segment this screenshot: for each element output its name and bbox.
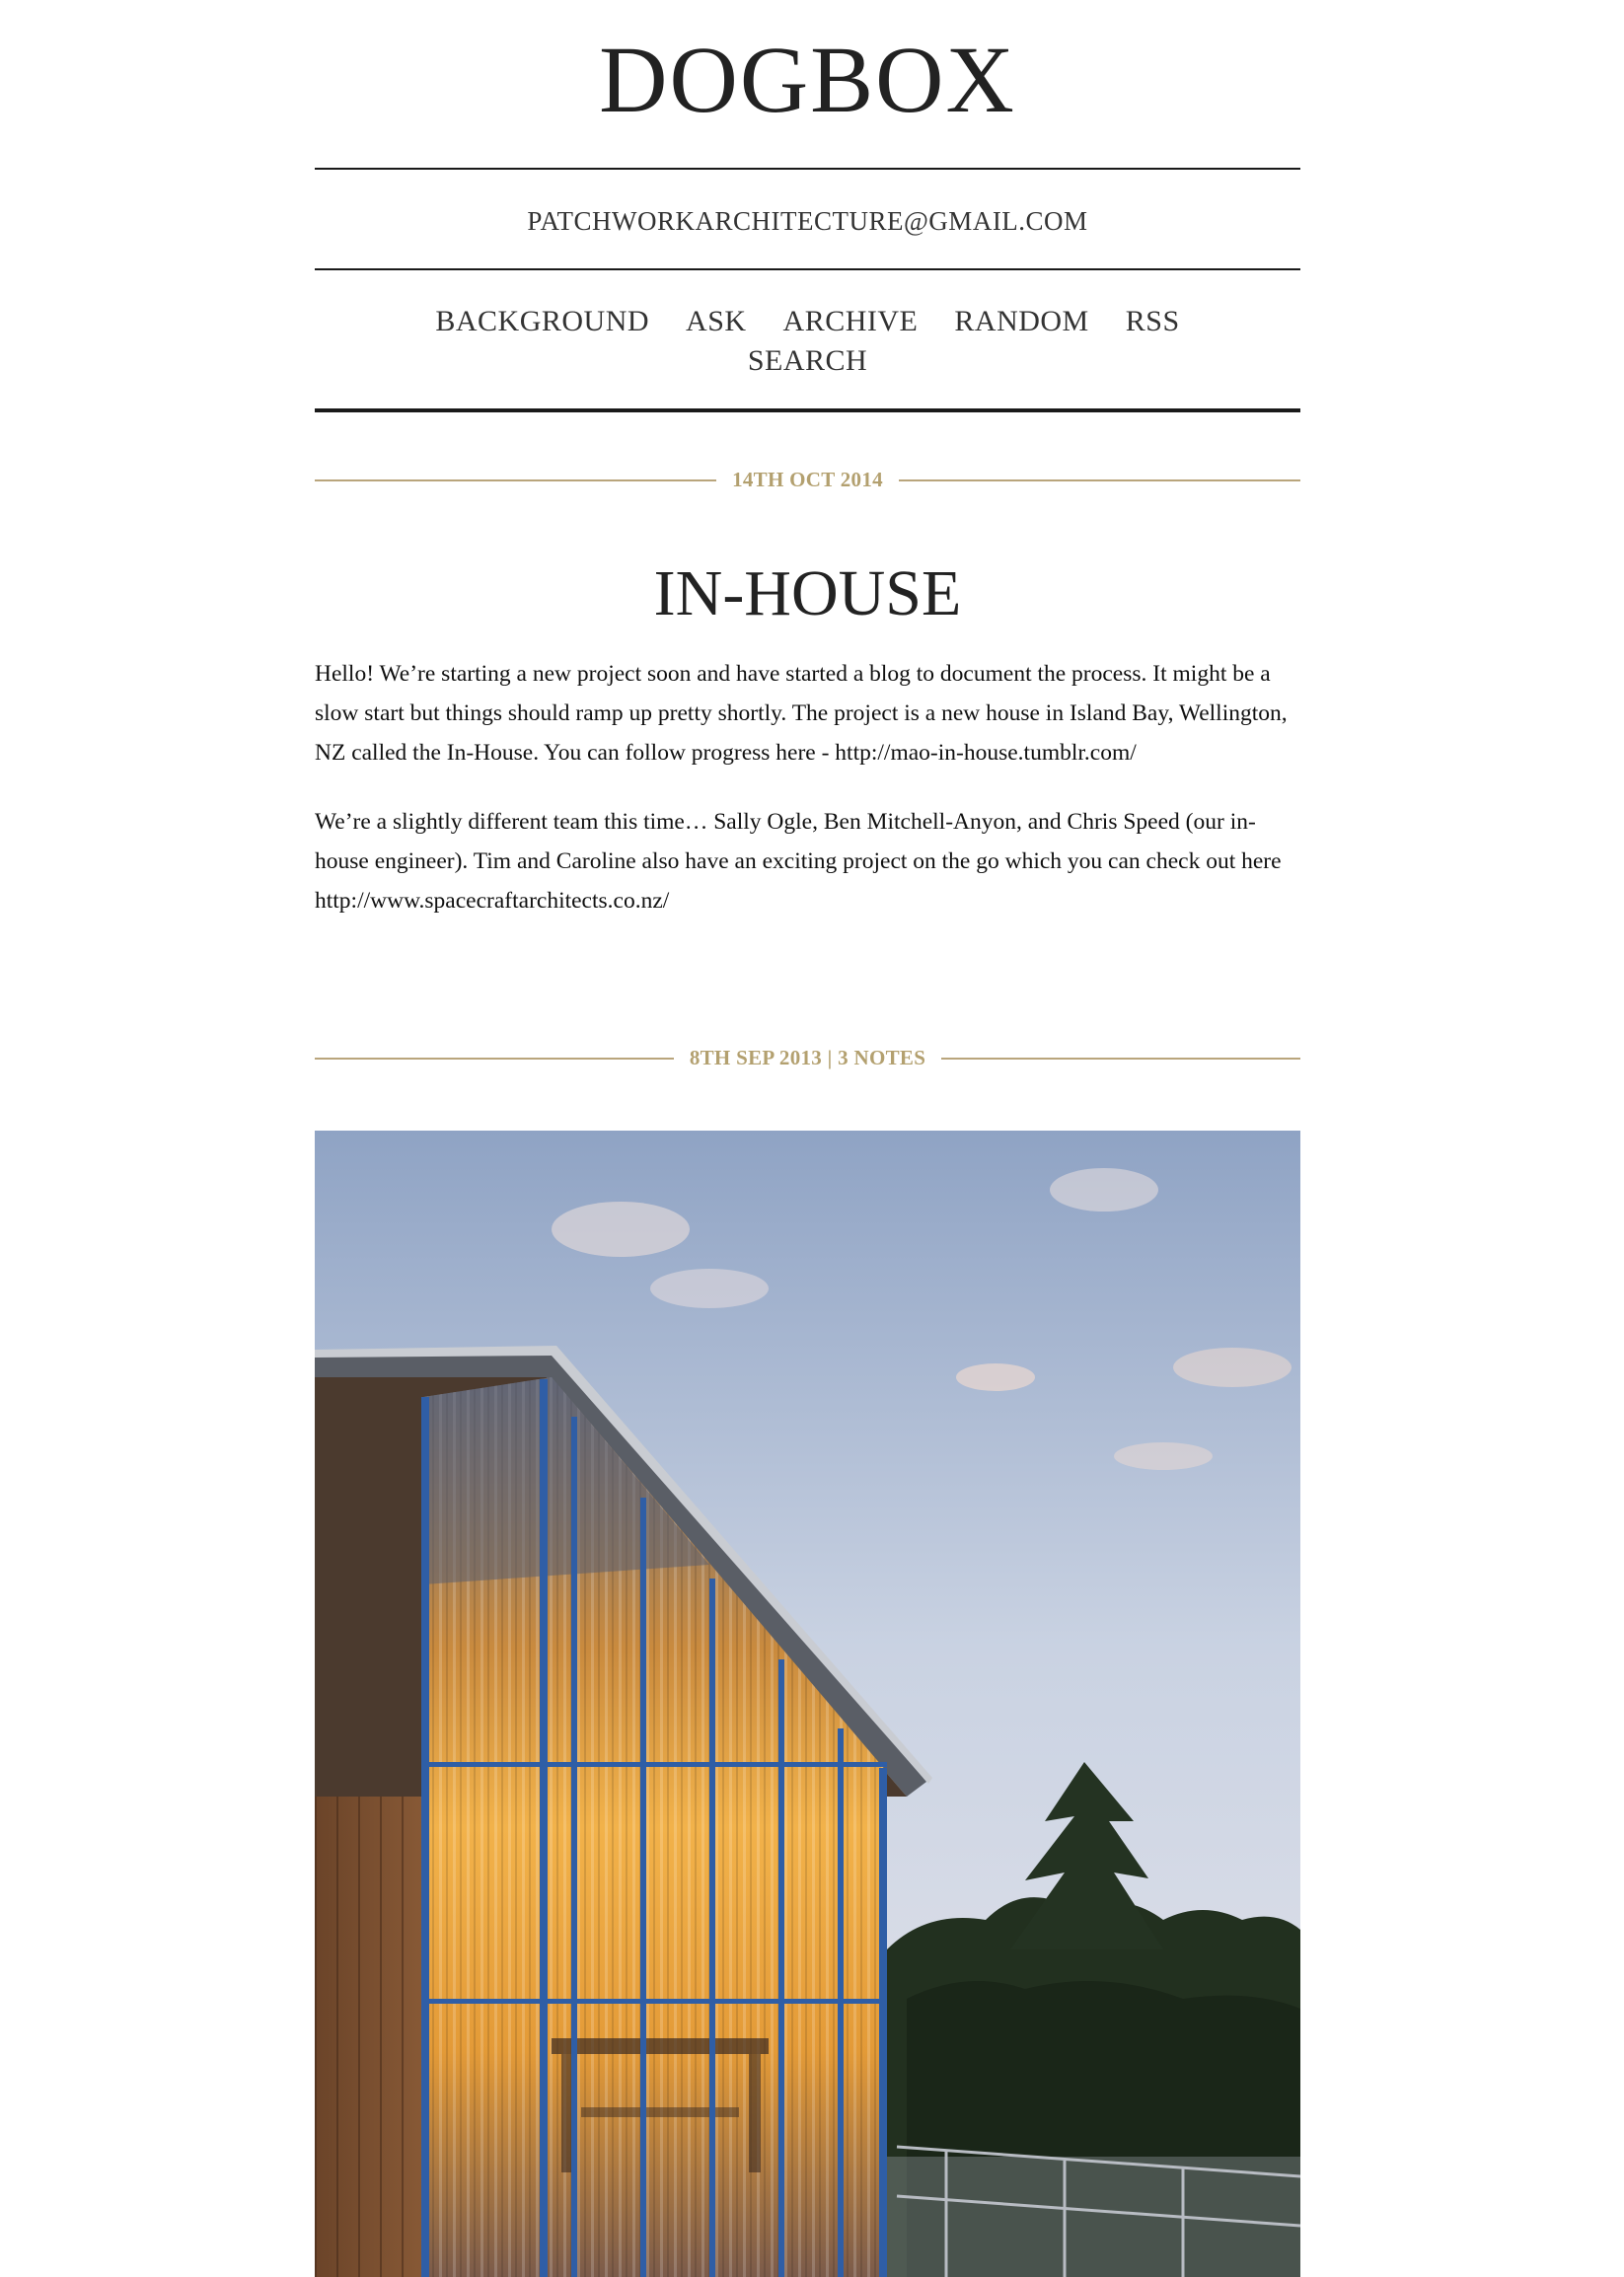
contact-email-link[interactable]: PATCHWORKARCHITECTURE@GMAIL.COM xyxy=(527,206,1088,236)
meta-rule-left xyxy=(315,1058,674,1060)
post-body xyxy=(315,654,1300,950)
nav-row-secondary xyxy=(315,341,1300,381)
post-title[interactable]: IN-HOUSE xyxy=(653,557,962,629)
header-divider xyxy=(315,168,1300,170)
meta-rule-left xyxy=(315,479,716,481)
house-photo-image xyxy=(315,1131,1300,2277)
post-paragraph: We’re a slightly different team this time… Sally Ogle, Ben Mitchell-Anyon, and Chris Speed (our in-house engineer). Tim and Caroline also have an exciting project on the go which you can check out here http://www.spacecraftarchitects.co.nz/ xyxy=(315,809,1282,914)
meta-rule-right xyxy=(899,479,1300,481)
post-date xyxy=(732,468,883,492)
blog-title[interactable]: DOGBOX xyxy=(599,27,1016,132)
nav-item-archive[interactable]: ARCHIVE xyxy=(782,305,919,337)
post-date-header xyxy=(315,1046,1300,1070)
blog-column xyxy=(315,0,1300,1069)
meta-separator: | xyxy=(827,1046,839,1069)
meta-rule-right xyxy=(941,1058,1300,1060)
post-meta-info xyxy=(690,1046,925,1070)
post-notes-link[interactable]: 3 NOTES xyxy=(838,1046,926,1069)
nav-row-primary xyxy=(315,302,1300,341)
post-date-header xyxy=(315,468,1300,492)
nav-divider xyxy=(315,408,1300,412)
post-date-link[interactable]: 8TH SEP 2013 xyxy=(689,1046,823,1069)
nav-item-background[interactable]: BACKGROUND xyxy=(435,305,650,337)
nav-item-search[interactable]: SEARCH xyxy=(747,344,868,377)
post-photo[interactable] xyxy=(315,1131,1300,2277)
nav-item-random[interactable]: RANDOM xyxy=(954,305,1089,337)
post-date-link[interactable]: 14TH OCT 2014 xyxy=(732,468,883,491)
email-divider xyxy=(315,268,1300,270)
nav-item-ask[interactable]: ASK xyxy=(686,305,747,337)
nav-item-rss[interactable]: RSS xyxy=(1125,305,1180,337)
main-nav xyxy=(315,302,1300,381)
post-paragraph: Hello! We’re starting a new project soon and have started a blog to document the process. It might be a slow start but things should ramp up pretty shortly. The project is a new house in Island Bay, Wellington, NZ called the In-House. You can follow progress here - http://mao-in-house.tumblr.com/ xyxy=(315,661,1288,766)
